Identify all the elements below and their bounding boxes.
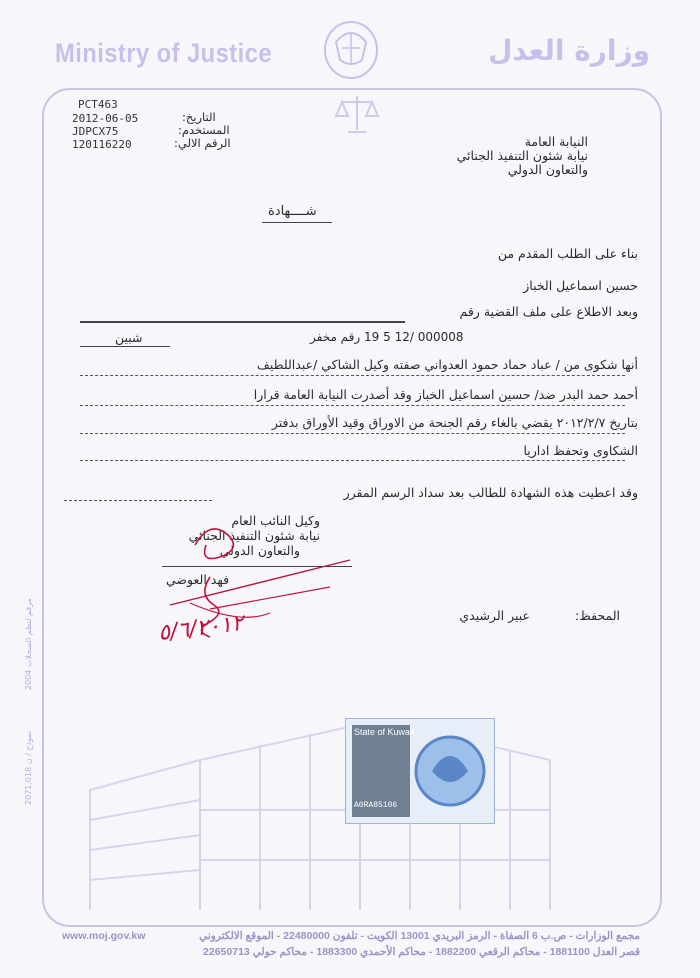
user-label: المستخدم: <box>178 123 230 137</box>
stamp-serial: A0RA85106 <box>354 801 398 810</box>
department-line3: والتعاون الدولي <box>507 162 588 177</box>
revenue-stamp <box>345 718 495 824</box>
side-text-top: مرقم لنظم السجلات 2004 <box>24 598 33 690</box>
signature-role2: نيابة شئون التنفيذ الجنائي <box>188 528 320 543</box>
date-label: التاريخ: <box>182 110 216 124</box>
body-line9: وقد اعطيت هذه الشهادة للطالب بعد سداد الرسم المقرر <box>343 485 638 500</box>
signature-role3: والتعاون الدولي <box>219 543 300 558</box>
body-line7: بتاريخ ٢٠١٢/٢/٧ يقضي بالغاء رقم الجنحة من الاوراق وقيد الأوراق بدفتر <box>271 415 638 430</box>
reference-user: JDPCX75 <box>72 125 119 138</box>
body-line3: وبعد الاطلاع على ملف القضية رقم <box>459 304 638 319</box>
body-line4-place: شبين <box>115 330 143 345</box>
serial-label: الرقم الالي: <box>174 136 231 150</box>
body-line8: الشكاوى وتحفظ اداريا <box>523 443 638 458</box>
ministry-title-ar: وزارة العدل <box>488 34 650 67</box>
stamp-text: State of Kuwait <box>354 727 415 737</box>
fee-line <box>64 500 212 501</box>
body-line2: حسين اسماعيل الخباز <box>523 278 638 293</box>
certificate-title: شــــهادة <box>268 204 317 219</box>
body-line6: أحمد حمد البدر ضد/ حسين اسماعيل الخباز وقد أصدرت النيابة العامة قرارا <box>253 387 638 402</box>
dashed-rule-1 <box>80 375 625 376</box>
body-line5: أنها شكوى من / عباد حماد حمود العدواني صفته وكيل الشاكي /عبداللطيف <box>256 357 638 372</box>
side-text-bottom: نموذج / ن 2071.018 <box>24 730 33 805</box>
archivist-name: عبير الرشيدي <box>459 608 530 623</box>
body-line1: بناء على الطلب المقدم من <box>497 246 638 261</box>
footer-website[interactable]: www.moj.gov.kw <box>62 930 146 942</box>
department-line1: النيابة العامة <box>524 134 588 149</box>
title-underline <box>262 222 332 223</box>
footer-line2: قصر العدل 1881100 - محاكم الرقعي 1882200 - محاكم الأحمدي 1883300 - محاكم حولي 22650713 <box>203 946 640 958</box>
handwritten-signature-icon <box>150 505 410 675</box>
courthouse-watermark-icon <box>80 700 570 915</box>
handwritten-date: ٥/٦/٢٠١٢ <box>156 610 245 647</box>
signature-role1: وكيل النائب العام <box>231 513 320 528</box>
body-line4-ref: 000008 /12 5 19 رقم مخفر <box>310 330 464 344</box>
reference-code: PCT463 <box>78 98 118 111</box>
place-underline <box>80 346 170 347</box>
signature-name: فهد العوضي <box>166 572 230 587</box>
dashed-rule-3 <box>80 433 625 434</box>
dashed-rule-2 <box>80 405 625 406</box>
ministry-title-en: Ministry of Justice <box>55 38 272 68</box>
reference-serial: 120116220 <box>72 138 132 151</box>
archivist-label: المحفظ: <box>575 608 620 623</box>
stamp-emblem-icon <box>410 727 490 815</box>
footer-line1: مجمع الوزارات - ص.ب 6 الصفاة - الرمز البريدي 13001 الكويت - تلفون 22480000 - الموقع الالكتروني <box>199 930 640 942</box>
department-line2: نيابة شئون التنفيذ الجنائي <box>456 148 588 163</box>
case-number-line <box>80 321 405 323</box>
kuwait-emblem-icon <box>322 20 380 82</box>
dashed-rule-4 <box>80 460 625 461</box>
scales-of-justice-icon <box>332 92 382 138</box>
reference-date: 2012-06-05 <box>72 112 139 125</box>
